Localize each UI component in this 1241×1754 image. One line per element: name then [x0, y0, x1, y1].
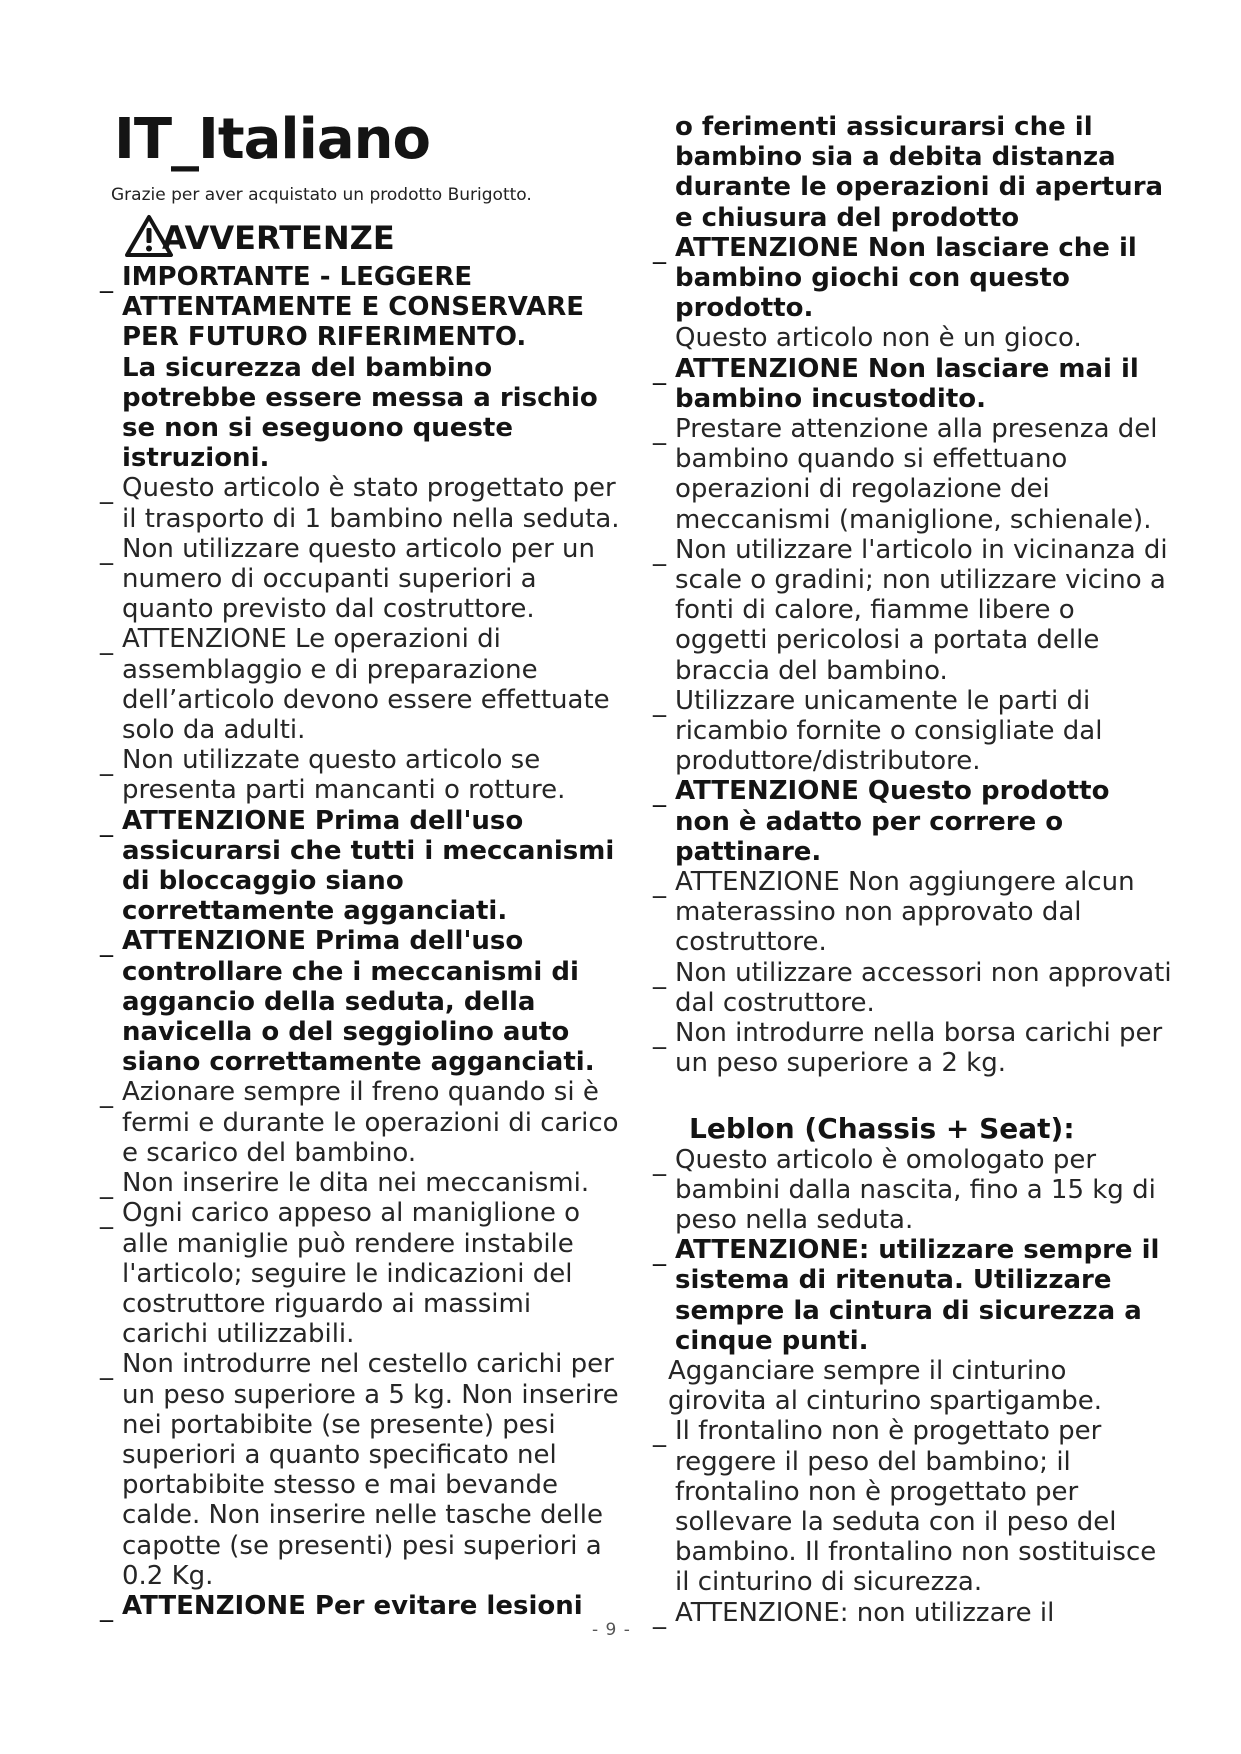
page-title: IT_Italiano: [114, 107, 430, 172]
page-subtitle: Grazie per aver acquistato un prodotto Burigotto.: [111, 185, 532, 205]
section-title: Leblon (Chassis + Seat):: [689, 1111, 1075, 1145]
list-item: _ ATTENZIONE Questo prodotto non è adatto per correre o pattinare.: [653, 776, 1173, 867]
list-item: _ ATTENZIONE: utilizzare sempre il sistema di ritenuta. Utilizzare sempre la cintura di sicurezza a cinque punti.: [653, 1235, 1173, 1356]
list-item: _ Questo articolo è stato progettato per il trasporto di 1 bambino nella seduta.: [100, 473, 620, 533]
list-item: _ Ogni carico appeso al maniglione o alle maniglie può rendere instabile l'articolo; seguire le indicazioni del costruttore riguardo ai massimi carichi utilizzabili.: [100, 1198, 620, 1349]
warning-title: AVVERTENZE: [162, 219, 395, 257]
list-item: _ Azionare sempre il freno quando si è fermi e durante le operazioni di carico e scarico del bambino.: [100, 1077, 620, 1168]
left-column: [100, 262, 620, 1621]
list-item: _ Questo articolo è omologato per bambini dalla nascita, fino a 15 kg di peso nella seduta.: [653, 1145, 1173, 1236]
page-number: - 9 -: [592, 1620, 631, 1640]
list-item: _ ATTENZIONE Per evitare lesioni: [100, 1591, 620, 1621]
list-item: _ Non inserire le dita nei meccanismi.: [100, 1168, 620, 1198]
list-item: o ferimenti assicurarsi che il bambino sia a debita distanza durante le operazioni di apertura e chiusura del prodotto: [675, 112, 1164, 233]
list-item: _ Non utilizzate questo articolo se presenta parti mancanti o rotture.: [100, 745, 620, 805]
list-item: _ Il frontalino non è progettato per reggere il peso del bambino; il frontalino non è progettato per sollevare la seduta con il peso del bambino. Il frontalino non sostituisce il cinturino di sicurezza.: [653, 1416, 1173, 1597]
list-item: _ ATTENZIONE Le operazioni di assemblaggio e di preparazione dell’articolo devono essere effettuate solo da adulti.: [100, 624, 620, 745]
list-item: _ IMPORTANTE - LEGGERE ATTENTAMENTE E CONSERVARE PER FUTURO RIFERIMENTO.: [100, 262, 620, 353]
list-item-note: Questo articolo non è un gioco.: [675, 323, 1082, 354]
list-item: _ Prestare attenzione alla presenza del bambino quando si effettuano operazioni di regolazione dei meccanismi (maniglione, schienale).: [653, 414, 1173, 535]
list-item: _ ATTENZIONE Non lasciare mai il bambino incustodito.: [653, 354, 1173, 414]
list-item: La sicurezza del bambino potrebbe essere messa a rischio se non si eseguono queste istruzioni.: [122, 352, 598, 474]
list-item-note: Agganciare sempre il cinturino girovita al cinturino spartigambe.: [668, 1355, 1103, 1417]
list-item: _ Non utilizzare accessori non approvati dal costruttore.: [653, 958, 1173, 1018]
list-item: _ Utilizzare unicamente le parti di ricambio fornite o consigliate dal produttore/distributore.: [653, 686, 1173, 777]
list-item: _ Non utilizzare questo articolo per un numero di occupanti superiori a quanto previsto dal costruttore.: [100, 534, 620, 625]
right-column: [653, 112, 1173, 1628]
list-item: _ ATTENZIONE: non utilizzare il: [653, 1598, 1173, 1628]
list-item: _ ATTENZIONE Non lasciare che il bambino giochi con questo prodotto.: [653, 233, 1173, 324]
list-item: _ Non introdurre nel cestello carichi per un peso superiore a 5 kg. Non inserire nei portabibite (se presente) pesi superiori a quanto specificato nel portabibite stesso e mai bevande calde. Non inserire nelle tasche delle capotte (se presenti) pesi superiori a 0.2 Kg.: [100, 1349, 620, 1591]
list-item: _ Non introdurre nella borsa carichi per un peso superiore a 2 kg.: [653, 1018, 1173, 1078]
list-item: _ Non utilizzare l'articolo in vicinanza di scale o gradini; non utilizzare vicino a fonti di calore, fiamme libere o oggetti pericolosi a portata delle braccia del bambino.: [653, 535, 1173, 686]
list-item: _ ATTENZIONE Prima dell'uso controllare che i meccanismi di aggancio della seduta, della navicella o del seggiolino auto siano correttamente agganciati.: [100, 926, 620, 1077]
warning-heading: [124, 214, 395, 258]
list-item: _ ATTENZIONE Non aggiungere alcun materassino non approvato dal costruttore.: [653, 867, 1173, 958]
list-item: _ ATTENZIONE Prima dell'uso assicurarsi che tutti i meccanismi di bloccaggio siano correttamente agganciati.: [100, 806, 620, 927]
